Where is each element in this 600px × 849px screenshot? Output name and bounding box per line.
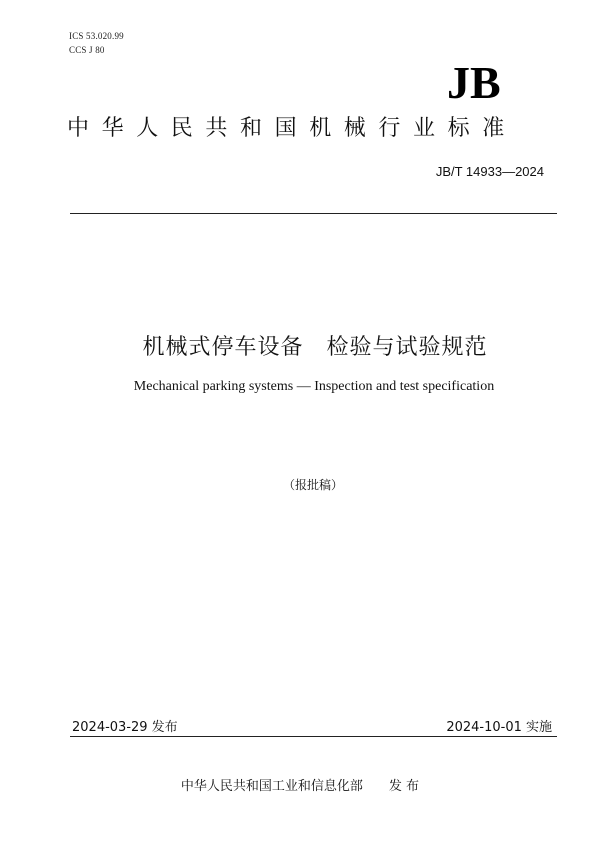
top-divider xyxy=(70,213,557,214)
implementation-date: 2024-10-01 实施 xyxy=(446,720,552,735)
jb-logo: JB xyxy=(447,57,501,108)
standard-organization-title: 中华人民共和国机械行业标准 xyxy=(67,116,517,141)
ccs-code: CCS J 80 xyxy=(69,45,105,55)
standard-number: JB/T 14933—2024 xyxy=(435,164,544,179)
bottom-divider xyxy=(70,736,557,737)
document-title-chinese: 机械式停车设备 检验与试验规范 xyxy=(142,335,488,360)
issuing-authority: 中华人民共和国工业和信息化部 发 布 xyxy=(180,779,420,794)
ics-code: ICS 53.020.99 xyxy=(69,31,124,41)
draft-status-note: （报批稿） xyxy=(282,478,343,492)
document-title-english: Mechanical parking systems — Inspection and test specification xyxy=(133,379,495,394)
release-date: 2024-03-29 发布 xyxy=(72,720,178,735)
